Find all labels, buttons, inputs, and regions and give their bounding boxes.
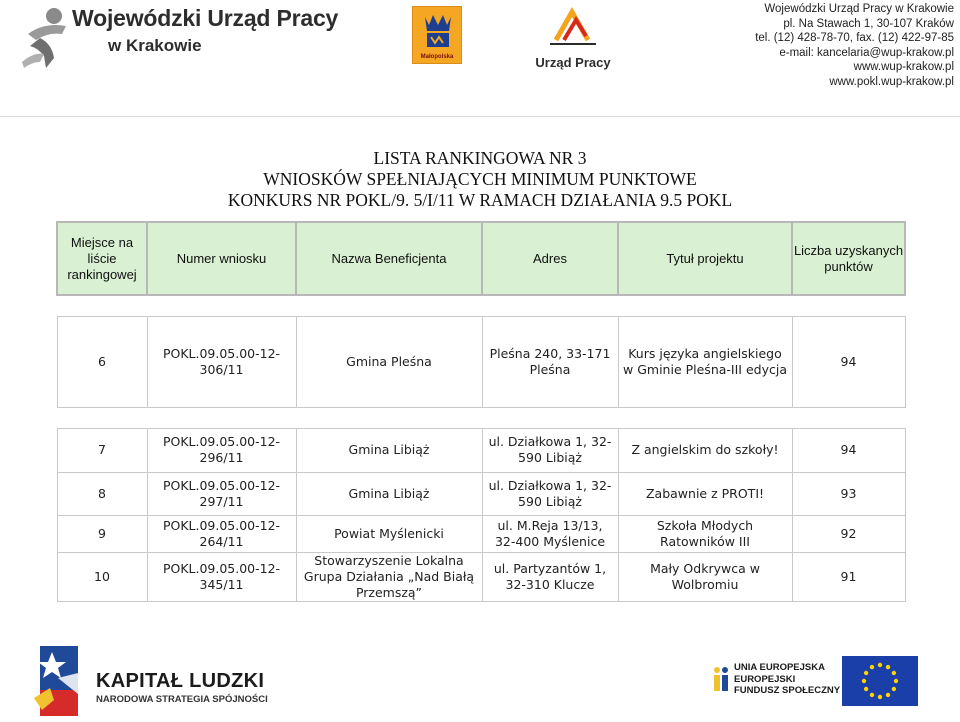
cell-points: 92 (792, 515, 905, 552)
ranking-table (56, 221, 906, 602)
eu-star-icon (878, 663, 882, 667)
cell-address: ul. Działkowa 1, 32-590 Libiąż (482, 472, 618, 515)
kapital-ludzki-logo-icon (32, 644, 84, 718)
col-header-application-number: Numer wniosku (147, 222, 296, 295)
eu-line-2: EUROPEJSKI (734, 673, 796, 685)
eu-star-icon (886, 665, 890, 669)
col-header-address: Adres (482, 222, 618, 295)
contact-website[interactable]: www.wup-krakow.pl (853, 61, 954, 73)
cell-rank: 9 (57, 515, 147, 552)
eu-line-1: UNIA EUROPEJSKA (734, 662, 825, 673)
cell-rank: 7 (57, 428, 147, 472)
title-line-3: KONKURS NR POKL/9. 5/I/11 W RAMACH DZIAŁANIA 9.5 POKL (227, 190, 733, 210)
eu-line-3: FUNDUSZ SPOŁECZNY (734, 685, 841, 696)
cell-project-title: Z angielskim do szkoły! (618, 428, 792, 472)
cell-beneficiary: Gmina Pleśna (296, 316, 482, 407)
col-header-beneficiary: Nazwa Beneficjenta (296, 222, 482, 295)
cell-points: 94 (792, 428, 905, 472)
wup-runner-logo-icon (14, 4, 80, 72)
cell-beneficiary: Gmina Libiąż (296, 428, 482, 472)
contact-email[interactable]: e-mail: kancelaria@wup-krakow.pl (779, 46, 954, 59)
cell-rank: 10 (57, 552, 147, 601)
cell-beneficiary: Gmina Libiąż (296, 472, 482, 515)
cell-address: ul. M.Reja 13/13, 32-400 Myślenice (482, 515, 618, 552)
eu-star-icon (862, 679, 866, 683)
cell-address: Pleśna 240, 33-171 Pleśna (482, 316, 618, 407)
contact-address: pl. Na Stawach 1, 30-107 Kraków (783, 17, 954, 30)
cell-project-title: Szkoła Młodych Ratowników III (618, 515, 792, 552)
title-line-1: LISTA RANKINGOWA NR 3 (373, 148, 587, 168)
cell-project-title: Zabawnie z PROTI! (618, 472, 792, 515)
kapital-ludzki-subtitle: NARODOWA STRATEGIA SPÓJNOŚCI (96, 694, 268, 705)
org-name: Wojewódzki Urząd Pracy (72, 5, 339, 31)
page-footer (0, 640, 960, 722)
header-divider (0, 116, 960, 117)
malopolska-label: Małopolska (420, 54, 454, 60)
contact-org: Wojewódzki Urząd Pracy w Krakowie (764, 3, 954, 15)
eu-text-block (734, 662, 840, 697)
eu-star-icon (892, 687, 896, 691)
contact-block (755, 2, 954, 89)
eu-star-icon (878, 695, 882, 699)
urzad-pracy-label: Urząd Pracy (535, 55, 611, 70)
cell-application-number: POKL.09.05.00-12-306/11 (147, 316, 296, 407)
table-row (57, 316, 905, 407)
malopolska-crown-icon (413, 7, 463, 53)
cell-application-number: POKL.09.05.00-12-264/11 (147, 515, 296, 552)
cell-address: ul. Partyzantów 1, 32-310 Klucze (482, 552, 618, 601)
eu-star-icon (894, 679, 898, 683)
eu-flag-icon (842, 656, 918, 706)
table-header-row (57, 222, 905, 295)
urzad-pracy-mark-icon (528, 6, 618, 52)
cell-rank: 6 (57, 316, 147, 407)
malopolska-logo (412, 6, 462, 64)
table-row (57, 515, 905, 552)
cell-points: 93 (792, 472, 905, 515)
kapital-ludzki-title: KAPITAŁ LUDZKI (96, 670, 265, 692)
col-header-rank: Miejsce na liście rankingowej (57, 222, 147, 295)
eu-star-icon (892, 671, 896, 675)
title-line-2: WNIOSKÓW SPEŁNIAJĄCYCH MINIMUM PUNKTOWE (263, 169, 697, 189)
efs-figures-icon (712, 666, 730, 694)
spacer-cell (57, 295, 905, 316)
eu-star-icon (870, 693, 874, 697)
col-header-points: Liczba uzyskanych punktów (792, 222, 905, 295)
cell-application-number: POKL.09.05.00-12-297/11 (147, 472, 296, 515)
cell-points: 91 (792, 552, 905, 601)
table-row (57, 472, 905, 515)
contact-phone: tel. (12) 428-78-70, fax. (12) 422-97-85 (755, 32, 954, 44)
cell-project-title: Kurs języka angielskiego w Gminie Pleśna-III edycja (618, 316, 792, 407)
cell-beneficiary: Stowarzyszenie Lokalna Grupa Działania „Nad Białą Przemszą” (296, 552, 482, 601)
cell-project-title: Mały Odkrywca w Wolbromiu (618, 552, 792, 601)
cell-points: 94 (792, 316, 905, 407)
urzad-pracy-logo (528, 6, 618, 70)
eu-star-icon (870, 665, 874, 669)
cell-application-number: POKL.09.05.00-12-296/11 (147, 428, 296, 472)
cell-address: ul. Działkowa 1, 32-590 Libiąż (482, 428, 618, 472)
cell-rank: 8 (57, 472, 147, 515)
eu-star-icon (864, 671, 868, 675)
contact-website-pokl[interactable]: www.pokl.wup-krakow.pl (829, 75, 954, 88)
col-header-project-title: Tytuł projektu (618, 222, 792, 295)
table-spacer-row (57, 407, 905, 428)
page-header (0, 0, 960, 118)
table-row (57, 428, 905, 472)
table-spacer-row (57, 295, 905, 316)
eu-star-icon (864, 687, 868, 691)
spacer-cell (57, 407, 905, 428)
eu-star-icon (886, 693, 890, 697)
cell-beneficiary: Powiat Myślenicki (296, 515, 482, 552)
table-row (57, 552, 905, 601)
document-title (0, 148, 960, 211)
org-city: w Krakowie (108, 36, 202, 55)
cell-application-number: POKL.09.05.00-12-345/11 (147, 552, 296, 601)
